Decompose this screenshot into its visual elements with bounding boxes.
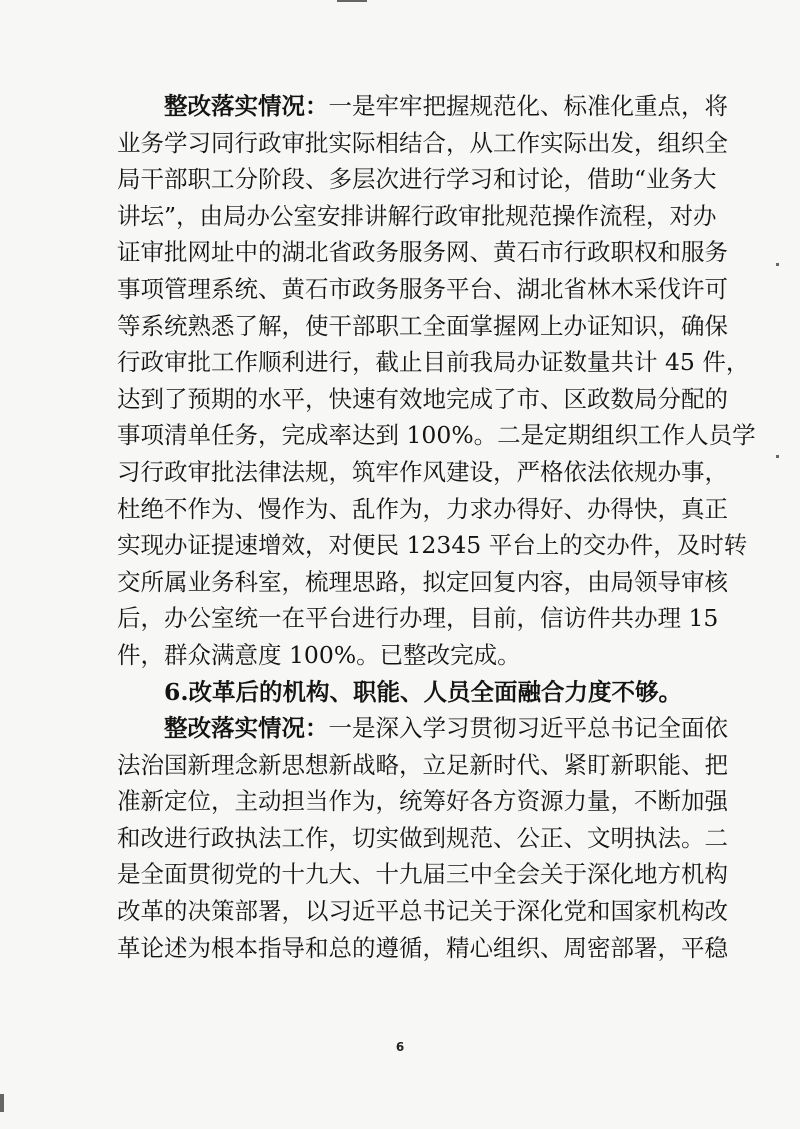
paragraph-line-10 <box>117 417 756 454</box>
page-number: 6 <box>395 1040 405 1054</box>
paragraph-line-4 <box>117 198 717 235</box>
rectification-label-1: 整改落实情况： <box>164 92 329 120</box>
line-text-19: 法治国新理念新思想新战略，立足新时代、紧盯新职能、把 <box>117 750 728 779</box>
line-text-9: 达到了预期的水平，快速有效地完成了市、区政数局分配的 <box>117 384 728 413</box>
paragraph-line-24 <box>117 930 728 967</box>
left-edge-mark <box>0 1094 4 1112</box>
section-heading-text: 6.改革后的机构、职能、人员全面融合力度不够。 <box>164 677 683 706</box>
paragraph-line-8 <box>117 344 750 381</box>
line-text-12: 杜绝不作为、慢作为、乱作为，力求办得好、办得快，真正 <box>117 494 728 523</box>
paragraph-line-7 <box>117 308 728 345</box>
line-text-13: 实现办证提速增效，对便民 12345 平台上的交办件，及时转 <box>117 531 748 560</box>
paragraph-line-6 <box>117 271 728 308</box>
right-edge-dot-2 <box>776 455 779 458</box>
line-text-24: 革论述为根本指导和总的遵循，精心组织、周密部署，平稳 <box>117 933 728 962</box>
paragraph-line-16 <box>117 637 691 674</box>
line-text-23: 改革的决策部署，以习近平总书记关于深化党和国家机构改 <box>117 897 728 926</box>
line-text-16: 件，群众满意度 100%。已整改完成。 <box>117 640 521 669</box>
line-text-5: 证审批网址中的湖北省政务服务网、黄石市行政职权和服务 <box>117 238 728 267</box>
section-heading <box>117 674 691 711</box>
line-text-20: 准新定位，主动担当作为，统筹好各方资源力量，不断加强 <box>117 787 728 816</box>
paragraph-line-20 <box>117 783 728 820</box>
paragraph-line-5 <box>117 234 728 271</box>
paragraph-line-3 <box>117 161 717 198</box>
paragraph-line-22 <box>117 856 728 893</box>
line-text-11: 习行政审批法律法规，筑牢作风建设，严格依法依规办事， <box>117 457 728 486</box>
line-text-1: 一是牢牢把握规范化、标准化重点，将 <box>328 92 728 120</box>
line-text-21: 和改进行政执法工作，切实做到规范、公正、文明执法。二 <box>117 823 728 852</box>
right-edge-dot-1 <box>776 263 779 266</box>
paragraph-line-11 <box>117 454 728 491</box>
line-text-7: 等系统熟悉了解，使干部职工全面掌握网上办证知识，确保 <box>117 311 728 340</box>
line-text-8: 行政审批工作顺利进行，截止目前我局办证数量共计 45 件， <box>117 348 750 377</box>
line-text-3: 局干部职工分阶段、多层次进行学习和讨论，借助“业务大 <box>117 165 717 194</box>
paragraph-line-9 <box>117 381 728 418</box>
paragraph-line-12 <box>117 491 728 528</box>
paragraph-line-13 <box>117 527 748 564</box>
line-text-22: 是全面贯彻党的十九大、十九届三中全会关于深化地方机构 <box>117 860 728 889</box>
line-text-15: 后，办公室统一在平台进行办理，目前，信访件共办理 15 <box>117 604 719 633</box>
line-text-2: 业务学习同行政审批实际相结合，从工作实际出发，组织全 <box>117 128 728 157</box>
paragraph-line-18 <box>117 710 728 747</box>
line-text-18: 一是深入学习贯彻习近平总书记全面依 <box>328 714 728 743</box>
paragraph-line-21 <box>117 820 728 857</box>
paragraph-line-23 <box>117 893 728 930</box>
paragraph-line-2 <box>117 125 728 162</box>
line-text-4: 讲坛”，由局办公室安排讲解行政审批规范操作流程，对办 <box>117 201 717 230</box>
paragraph-line-15 <box>117 600 719 637</box>
line-text-6: 事项管理系统、黄石市政务服务平台、湖北省林木采伐许可 <box>117 274 728 303</box>
top-edge-mark <box>337 0 367 2</box>
document-body <box>117 88 756 966</box>
line-text-14: 交所属业务科室，梳理思路，拟定回复内容，由局领导审核 <box>117 567 728 596</box>
paragraph-line-19 <box>117 747 728 784</box>
paragraph-line-14 <box>117 564 728 601</box>
paragraph-line-1 <box>117 88 728 125</box>
rectification-label-2: 整改落实情况： <box>164 714 329 743</box>
line-text-10: 事项清单任务，完成率达到 100%。二是定期组织工作人员学 <box>117 421 756 450</box>
